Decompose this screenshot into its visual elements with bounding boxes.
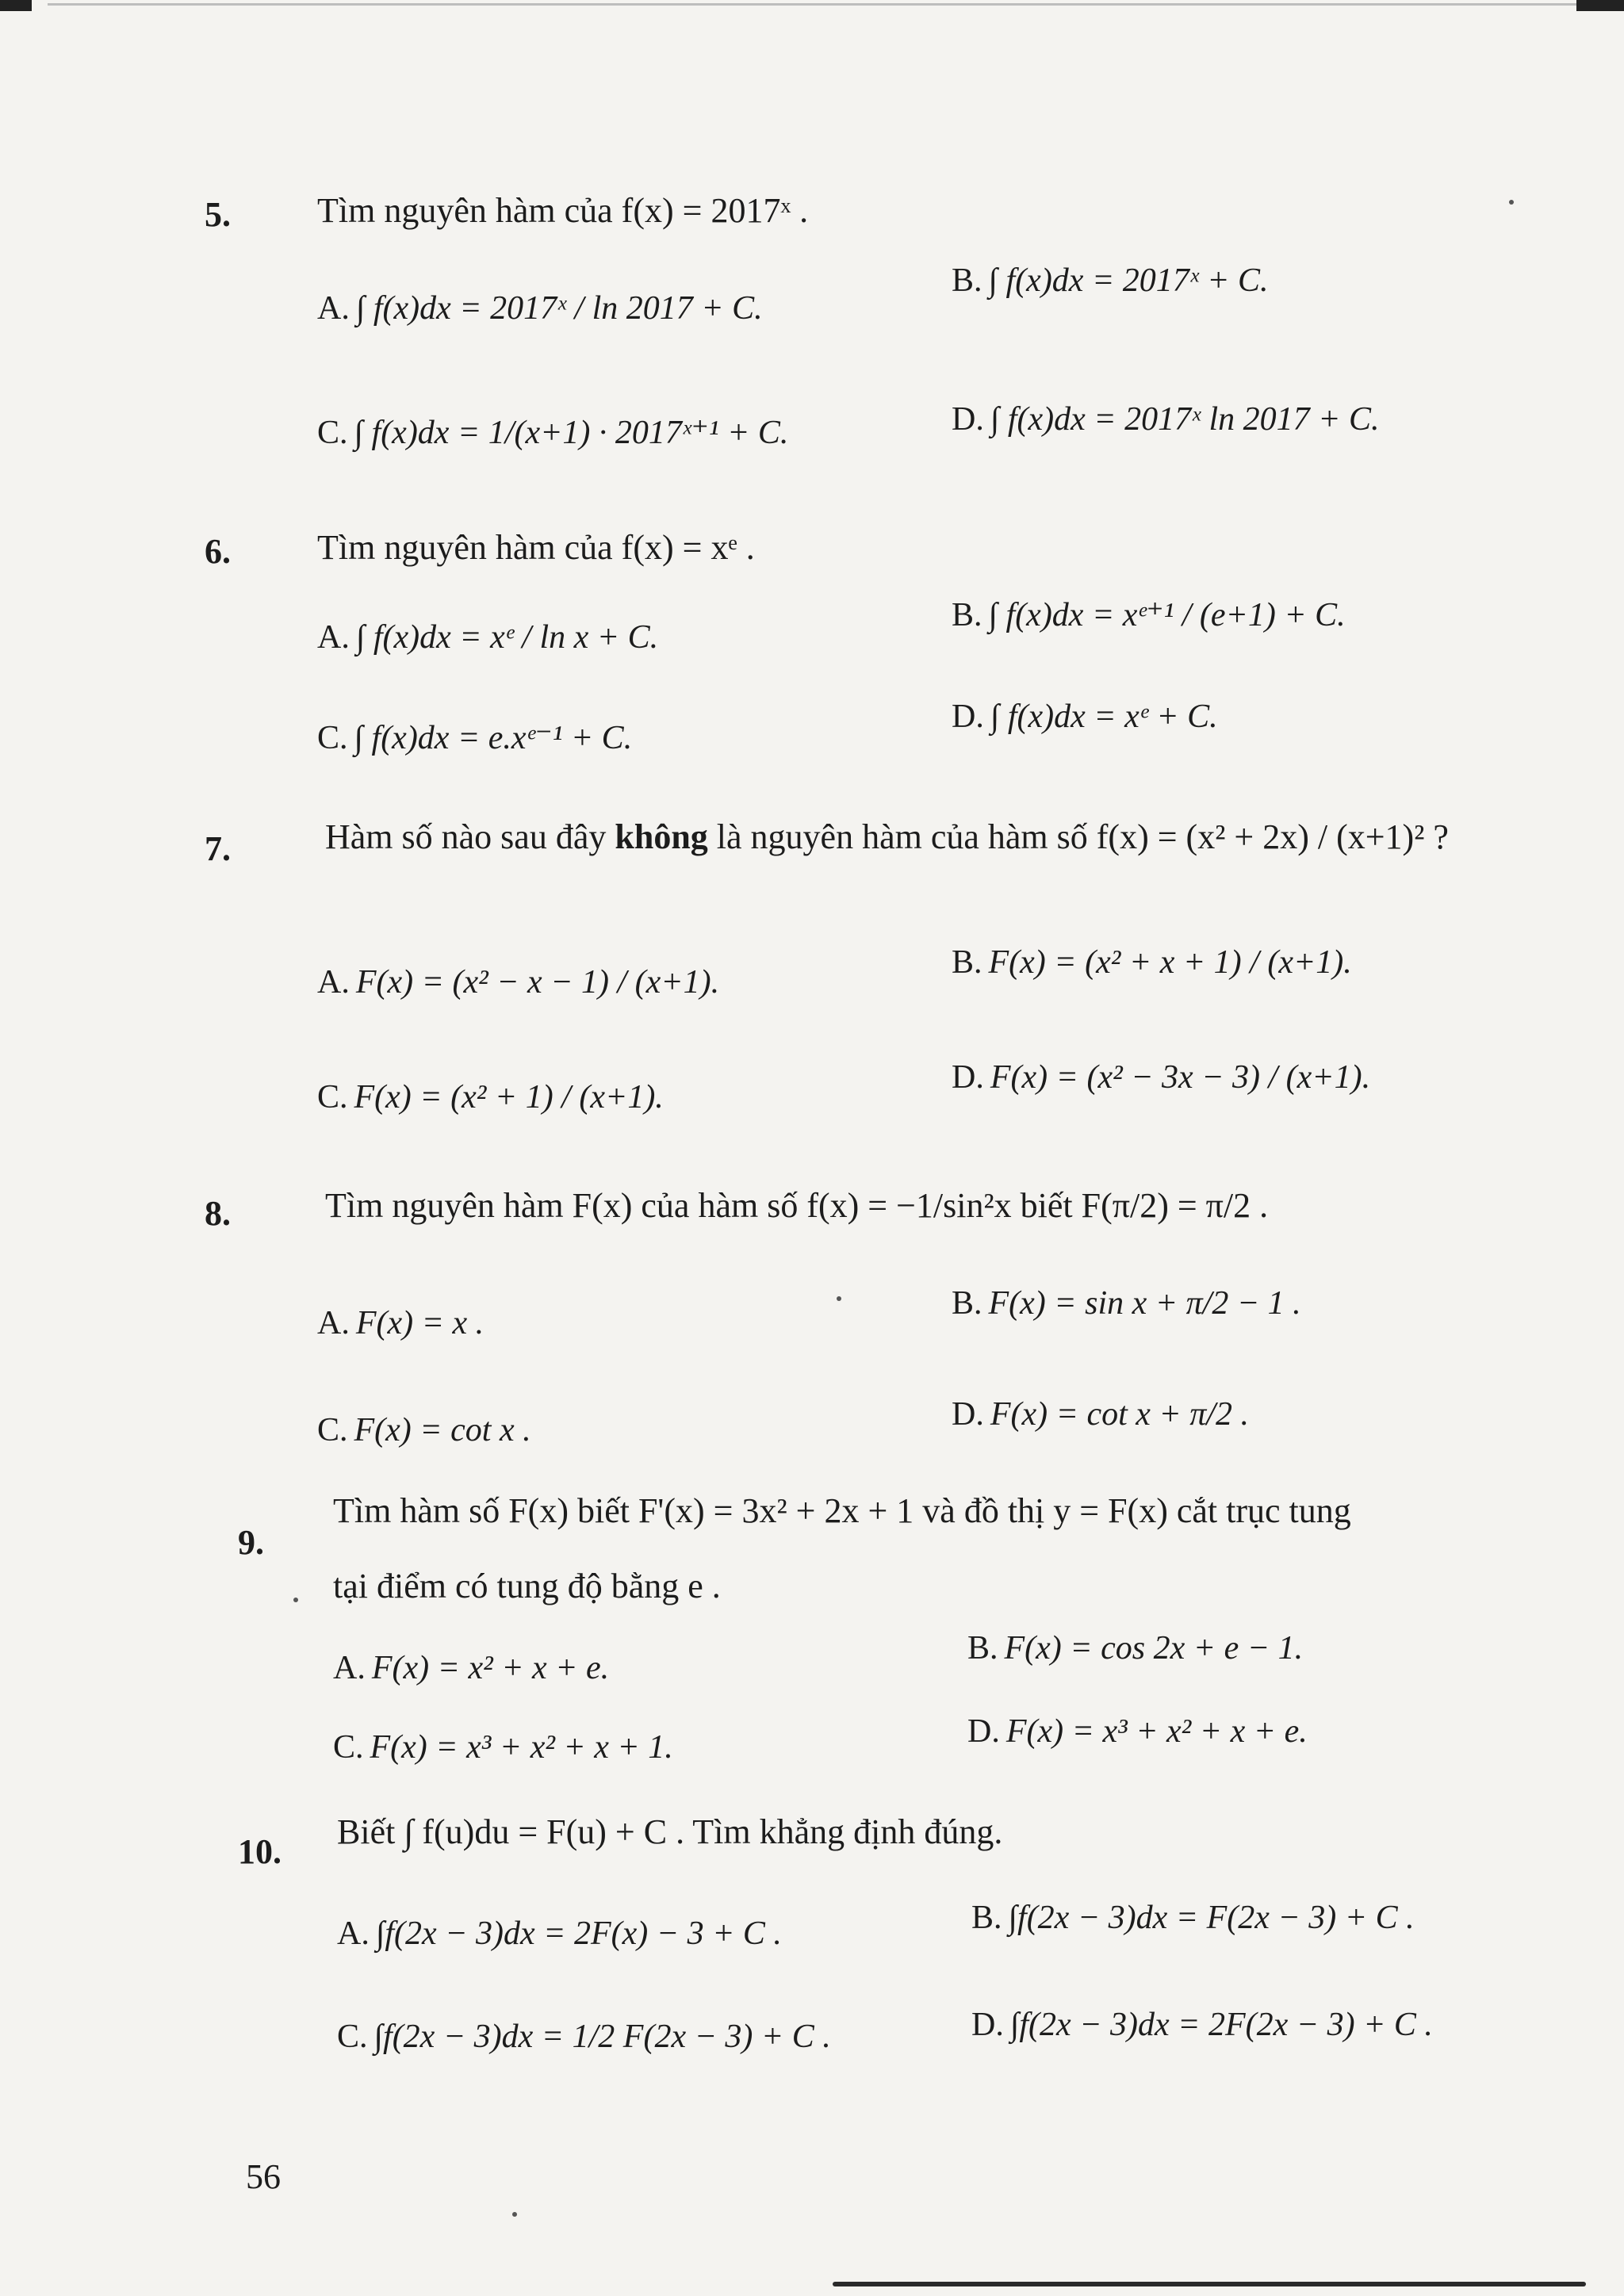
scan-bottom-edge xyxy=(833,2282,1586,2286)
option-label: C. xyxy=(317,415,348,451)
problem-number: 8. xyxy=(205,1194,231,1233)
option-c xyxy=(317,718,632,757)
option-text: F(x) = (x² + x + 1) / (x+1). xyxy=(988,944,1352,981)
option-d xyxy=(967,1712,1308,1751)
option-a xyxy=(317,618,658,656)
option-label: B. xyxy=(952,944,982,981)
option-a xyxy=(317,289,763,327)
option-text: F(x) = cot x + π/2 . xyxy=(990,1396,1249,1433)
option-d xyxy=(952,1058,1370,1096)
option-text: F(x) = (x² − 3x − 3) / (x+1). xyxy=(990,1059,1371,1096)
option-text: F(x) = x³ + x² + x + 1. xyxy=(370,1729,673,1766)
option-label: B. xyxy=(952,597,982,633)
option-text: ∫f(2x − 3)dx = 2F(x) − 3 + C . xyxy=(375,1915,782,1952)
option-text: ∫ f(x)dx = e.xᵉ⁻¹ + C. xyxy=(354,720,633,756)
option-label: A. xyxy=(317,619,350,656)
option-text: F(x) = (x² + 1) / (x+1). xyxy=(354,1079,664,1115)
option-label: D. xyxy=(971,2007,1004,2043)
option-d xyxy=(952,1395,1249,1433)
option-label: D. xyxy=(967,1713,1000,1750)
option-text: ∫f(2x − 3)dx = 2F(2x − 3) + C . xyxy=(1009,2007,1433,2043)
option-text: ∫ f(x)dx = 2017ˣ ln 2017 + C. xyxy=(990,401,1380,438)
option-label: B. xyxy=(967,1630,998,1667)
problem-number: 10. xyxy=(238,1832,282,1871)
option-a xyxy=(317,963,719,1001)
option-label: C. xyxy=(317,1412,348,1448)
option-text: F(x) = cot x . xyxy=(354,1412,531,1448)
option-text: F(x) = (x² − x − 1) / (x+1). xyxy=(355,964,720,1001)
problem-number: 9. xyxy=(238,1523,264,1562)
option-text: ∫f(2x − 3)dx = 1/2 F(2x − 3) + C . xyxy=(373,2019,831,2055)
option-label: C. xyxy=(337,2019,368,2055)
scan-speck xyxy=(837,1296,841,1301)
option-label: A. xyxy=(317,1305,350,1341)
problem-number: 7. xyxy=(205,829,231,868)
option-label: D. xyxy=(952,401,984,438)
option-a xyxy=(337,1915,782,1953)
problem-number: 5. xyxy=(205,195,231,234)
problem-question: Tìm hàm số F(x) biết F'(x) = 3x² + 2x + 1 và đồ thị y = F(x) cắt trục tung xyxy=(333,1491,1351,1530)
option-b xyxy=(971,1899,1415,1937)
option-a xyxy=(317,1304,484,1342)
problem-question: Tìm nguyên hàm F(x) của hàm số f(x) = −1/sin²x biết F(π/2) = π/2 . xyxy=(325,1186,1269,1225)
option-c xyxy=(317,412,788,452)
option-c xyxy=(317,1411,531,1449)
option-text: ∫ f(x)dx = 1/(x+1) · 2017ˣ⁺¹ + C. xyxy=(354,415,789,451)
scan-speck xyxy=(512,2212,517,2217)
problem-question: Biết ∫ f(u)du = F(u) + C . Tìm khẳng định đúng. xyxy=(337,1812,1003,1851)
problem-question-line2: tại điểm có tung độ bằng e . xyxy=(333,1567,721,1605)
problem-question: Tìm nguyên hàm của f(x) = xᵉ . xyxy=(317,528,755,567)
page-number: 56 xyxy=(246,2157,281,2196)
scan-top-edge xyxy=(48,3,1578,6)
option-d xyxy=(971,2006,1433,2044)
option-text: F(x) = x . xyxy=(355,1305,485,1341)
option-label: B. xyxy=(952,1285,982,1322)
option-text: ∫ f(x)dx = xᵉ / ln x + C. xyxy=(355,619,659,656)
option-label: D. xyxy=(952,1396,984,1433)
option-label: A. xyxy=(317,290,350,327)
option-label: C. xyxy=(317,720,348,756)
question-prefix: Hàm số nào sau đây xyxy=(325,817,615,856)
option-text: ∫ f(x)dx = xᵉ⁺¹ / (e+1) + C. xyxy=(988,597,1346,633)
question-suffix: là nguyên hàm của hàm số f(x) = (x² + 2x) / (x+1)² ? xyxy=(707,817,1449,856)
option-text: ∫ f(x)dx = 2017ˣ / ln 2017 + C. xyxy=(355,290,763,327)
option-c xyxy=(333,1728,673,1766)
problem-question xyxy=(325,817,1449,857)
option-text: F(x) = x² + x + e. xyxy=(371,1650,610,1686)
option-text: ∫f(2x − 3)dx = F(2x − 3) + C . xyxy=(1008,1900,1415,1936)
option-label: B. xyxy=(971,1900,1002,1936)
option-label: D. xyxy=(952,698,984,735)
option-label: A. xyxy=(333,1650,366,1686)
option-c xyxy=(337,2018,831,2056)
option-c xyxy=(317,1078,664,1116)
option-text: ∫ f(x)dx = 2017ˣ + C. xyxy=(988,262,1269,299)
option-label: C. xyxy=(333,1729,364,1766)
problem-number: 6. xyxy=(205,532,231,571)
option-label: A. xyxy=(317,964,350,1001)
scan-corner-mark-left xyxy=(0,0,32,11)
option-text: F(x) = cos 2x + e − 1. xyxy=(1004,1630,1304,1667)
option-label: A. xyxy=(337,1915,370,1952)
problem-question: Tìm nguyên hàm của f(x) = 2017ˣ . xyxy=(317,191,809,230)
scan-corner-mark-right xyxy=(1576,0,1624,11)
option-b xyxy=(952,943,1352,982)
option-text: F(x) = x³ + x² + x + e. xyxy=(1005,1713,1308,1750)
option-b xyxy=(952,595,1346,634)
option-text: F(x) = sin x + π/2 − 1 . xyxy=(988,1285,1301,1322)
option-a xyxy=(333,1649,609,1687)
question-emphasis: không xyxy=(615,817,708,856)
option-b xyxy=(952,1284,1301,1322)
scan-speck xyxy=(1509,200,1514,205)
option-b xyxy=(952,262,1269,300)
option-b xyxy=(967,1629,1303,1667)
option-text: ∫ f(x)dx = xᵉ + C. xyxy=(990,698,1218,735)
option-d xyxy=(952,698,1218,736)
scan-speck xyxy=(293,1598,298,1602)
option-label: C. xyxy=(317,1079,348,1115)
option-label: D. xyxy=(952,1059,984,1096)
option-label: B. xyxy=(952,262,982,299)
option-d xyxy=(952,400,1380,438)
